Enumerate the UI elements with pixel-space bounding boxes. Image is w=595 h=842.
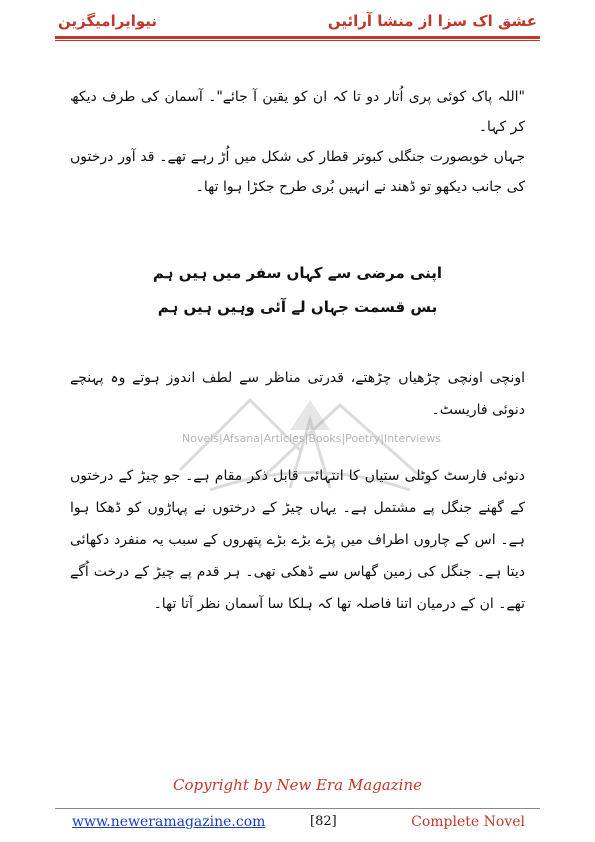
copyright-notice: Copyright by New Era Magazine [173,776,422,794]
body-text-top [70,82,525,202]
complete-novel-label: Complete Novel [411,814,525,830]
page-footer [72,814,525,836]
paragraph: اونچی اونچی چڑھیاں چڑھتے، قدرتی مناظر سے لطف اندوز ہوتے وہ پہنچے دنوئی فاریسٹ۔ [70,370,525,418]
poem-line: اپنی مرضی سے کہاں سفر میں ہیں ہم [152,264,443,282]
watermark-text: Novels|Afsana|Articles|Books|Poetry|Interviews [182,432,441,445]
body-text-mid [70,362,525,426]
poem-line: بس قسمت جہاں لے آئی وہیں ہیں ہم [157,298,438,316]
header-rule-thin [55,40,540,41]
paragraph: جہاں خوبصورت جنگلی کبوتر قطار کی شکل میں اُڑ رہے تھے۔ قد آور درختوں کی جانب دیکھو تو ڈھند نے انہیں بُری طرح جکڑا ہوا تھا۔ [70,149,525,195]
paragraph: دنوئی فارسٹ کوٹلی ستیاں کا انتہائی قابل ذکر مقام ہے۔ جو چیڑ کے درختوں کے گھنے جنگل پے مشتمل ہے۔ یہاں چیڑ کے درختوں نے پہاڑوں کو ڈھکا ہوا ہے۔ اس کے چاروں اطراف میں پڑے بڑے بڑے پتھروں کے سبب یہ منفرد دکھائی دیتا ہے۔ جنگل کی زمین گھاس سے ڈھکی تھی۔ ہر قدم پے چیڑ کے درخت اُگے تھے۔ ان کے درمیان اتنا فاصلہ تھا کہ ہلکا سا آسمان نظر آتا تھا۔ [70,468,525,612]
footer-rule [55,808,540,809]
body-text-bottom [70,460,525,620]
page-header [58,8,537,36]
website-link[interactable]: www.neweramagazine.com [72,814,266,830]
header-rule [55,36,540,39]
page-number: [82] [310,814,337,829]
poem-verse [150,256,445,324]
magazine-title: نیوایرامیگزین [58,12,158,30]
paragraph: "اللہ پاک کوئی پری اُتار دو تا کہ ان کو یقین آ جائے"۔ آسمان کی طرف دیکھ کر کہا۔ [70,89,525,135]
novel-title: عشق اک سزا از منشا آرائیں [327,12,537,30]
